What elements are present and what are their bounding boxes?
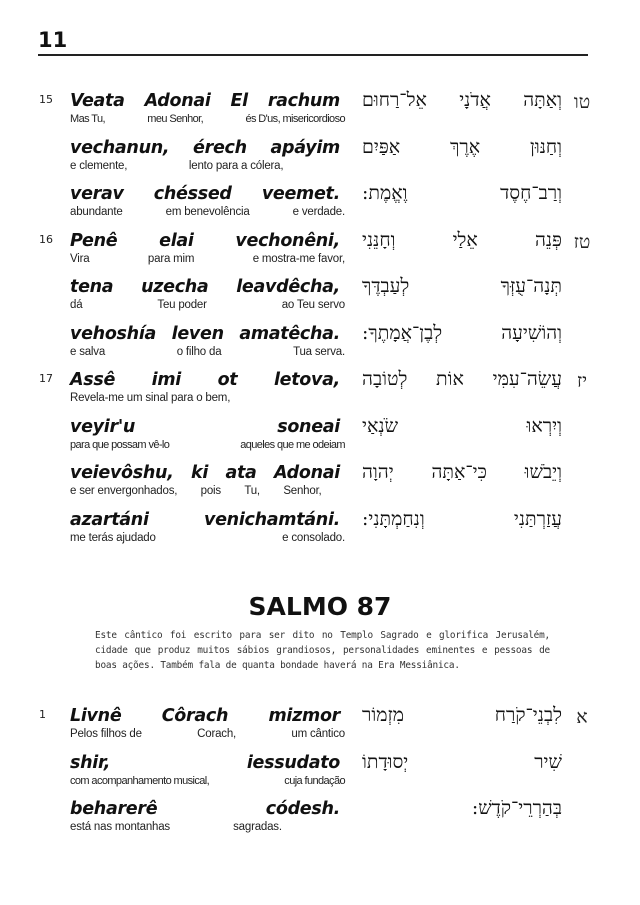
verse-line [0, 370, 640, 418]
hebrew-word: וְאַתָּה [523, 89, 562, 111]
transliteration-word: érech [193, 137, 247, 158]
transliteration [70, 184, 340, 204]
hebrew-text [362, 461, 562, 484]
verse-number: 15 [39, 93, 53, 106]
verse-line [0, 799, 640, 847]
transliteration-word: uzecha [141, 277, 209, 297]
translation-word: para mim [147, 252, 195, 265]
transliteration-word: leavdêcha, [236, 277, 340, 297]
translation-word: e clemente, [70, 159, 128, 172]
transliteration [70, 510, 340, 530]
translation-word: Vira [70, 252, 90, 265]
verse-line [0, 184, 640, 232]
transliteration [70, 324, 340, 344]
transliteration-word: mizmor [268, 706, 340, 726]
translation-word: Senhor, [283, 485, 322, 497]
hebrew-word: יְהוָה [362, 461, 394, 483]
translation [70, 160, 345, 172]
transliteration-word: rachum [267, 91, 340, 111]
hebrew-word: מִזְמוֹר [362, 704, 405, 726]
transliteration-word: veyir'u [70, 416, 136, 437]
translation-word: e salva [70, 345, 106, 358]
translation-word: Tu, [244, 485, 260, 497]
verse-line [0, 414, 640, 465]
translation [70, 485, 345, 497]
translation [70, 532, 345, 544]
transliteration-word: shir, [70, 752, 111, 773]
translation-word: um cântico [291, 728, 345, 740]
hebrew-word: אֶרֶךְ [450, 135, 481, 158]
verse-line [0, 321, 640, 372]
hebrew-word: כִּי־אַתָּה [431, 461, 487, 483]
hebrew-word: וְיִרְאוּ [526, 414, 562, 437]
hebrew-word: שֹׂנְאַי [362, 414, 399, 437]
hebrew-text [362, 704, 562, 727]
transliteration [70, 370, 340, 390]
hebrew-word: לְבֶן־אֲמָתֶךָ: [362, 321, 443, 344]
hebrew-verse-number: טז [573, 230, 591, 253]
hebrew-verse-number: א [576, 706, 588, 728]
hebrew-word: אֲדֹנָי [459, 89, 491, 111]
translation-word: abundante [70, 206, 123, 218]
translation [70, 299, 345, 311]
verse-number: 1 [39, 708, 46, 721]
hebrew-text [362, 322, 562, 345]
translation-word: em benevolência [165, 206, 250, 218]
translation-word: Corach, [197, 728, 237, 740]
translation [70, 821, 345, 833]
hebrew-word: וְרַב־חֶסֶד [500, 182, 562, 204]
translation-word: sagradas. [233, 821, 282, 833]
translation-word: Pelos filhos de [70, 728, 142, 740]
verse-line [0, 135, 640, 186]
verse-line [0, 277, 640, 325]
hebrew-word: אֵל־רַחוּם [362, 89, 427, 111]
transliteration-word: códesh. [265, 799, 340, 819]
translation-word: e consolado. [282, 531, 345, 544]
transliteration-word: Adonai [273, 463, 340, 483]
hebrew-word: בְּהַרְרֵי־קֹדֶשׁ: [471, 797, 562, 819]
hebrew-text [362, 275, 562, 298]
translation-word: está nas montanhas [70, 821, 170, 833]
translation-word: meu Senhor, [147, 113, 204, 125]
hebrew-text [362, 182, 562, 205]
transliteration-word: tena [70, 277, 114, 297]
translation-word: me terás ajudado [70, 531, 156, 544]
translation-word: Revela-me um sinal para o bem, [70, 392, 231, 404]
translation-word: e verdade. [292, 206, 345, 218]
translation-word: pois [200, 485, 221, 497]
hebrew-word: וְהוֹשִׁיעָה [501, 321, 562, 344]
transliteration-word: verav [70, 184, 124, 204]
hebrew-word: שִׁיר [534, 750, 562, 773]
transliteration-word: El [230, 91, 248, 111]
transliteration [70, 91, 340, 111]
transliteration-word: azartáni [70, 509, 149, 530]
transliteration-word: beharerê [70, 799, 158, 819]
hebrew-word: עֲשֵׂה־עִמִּי [492, 368, 562, 390]
hebrew-text [362, 508, 562, 531]
transliteration [70, 799, 340, 819]
transliteration [70, 463, 340, 483]
hebrew-verse-number: טו [573, 91, 591, 113]
transliteration [70, 753, 340, 773]
verse-line [0, 463, 640, 511]
translation-word: aqueles que me odeiam [240, 438, 345, 451]
transliteration-word: vechonêni, [235, 230, 340, 251]
transliteration-word: letova, [273, 370, 340, 390]
hebrew-word: אוֹת [436, 368, 464, 390]
transliteration-word: leven [171, 323, 224, 344]
hebrew-text [362, 229, 562, 252]
transliteration [70, 706, 340, 726]
transliteration-word: Penê [70, 230, 118, 251]
transliteration-word: elai [159, 230, 194, 251]
hebrew-word: וְחַנּוּן [530, 135, 562, 158]
translation [70, 775, 345, 787]
translation [70, 346, 345, 358]
translation-word: para que possam vê-lo [70, 438, 170, 451]
hebrew-text [362, 797, 562, 820]
transliteration-word: amatêcha. [239, 323, 340, 344]
hebrew-word: וְנִחַמְתָּנִי: [362, 507, 425, 530]
transliteration-word: iessudato [246, 752, 340, 773]
translation-word: Mas Tu, [70, 113, 105, 125]
hebrew-word: וְיֵבֹשׁוּ [524, 461, 562, 483]
transliteration-word: chéssed [153, 184, 232, 204]
translation-word: o filho da [176, 345, 222, 358]
verse-line [0, 91, 640, 139]
hebrew-word: לְעַבְדֶּךָ [362, 275, 410, 297]
hebrew-word: אַפַּיִם [362, 135, 401, 158]
transliteration-word: soneai [277, 416, 340, 437]
verse-line [0, 507, 640, 558]
psalm-title: SALMO 87 [248, 592, 392, 621]
translation [70, 253, 345, 265]
translation-word: lento para a cólera, [188, 159, 284, 172]
transliteration [70, 417, 340, 437]
translation [70, 392, 345, 404]
hebrew-word: לְטוֹבָה [362, 368, 408, 390]
transliteration-word: ki [190, 463, 209, 483]
hebrew-text [362, 751, 562, 774]
hebrew-word: אֵלַי [452, 228, 478, 251]
translation-word: e mostra-me favor, [252, 252, 345, 265]
transliteration-word: ot [217, 370, 238, 390]
transliteration-word: Livnê [70, 706, 122, 726]
transliteration-word: apáyim [270, 137, 340, 158]
transliteration-word: Assê [70, 370, 116, 390]
translation [70, 206, 345, 218]
psalm-intro: Este cântico foi escrito para ser dito no Templo Sagrado e glorifica Jerusalém, cidade que produz muitos sábios grandiosos, personalidades eminentes e pessoas de boas ações. Também fala de quanta bondade haverá na Era Messiânica. [95, 630, 550, 671]
translation [70, 439, 345, 451]
translation-word: com acompanhamento musical, [70, 774, 210, 787]
transliteration [70, 231, 340, 251]
hebrew-word: לִבְנֵי־קֹרַח [494, 704, 562, 726]
hebrew-word: פְּנֵה [534, 228, 562, 251]
transliteration-word: ata [225, 463, 257, 483]
hebrew-text [362, 368, 562, 391]
hebrew-text [362, 415, 562, 438]
hebrew-word: תְּנָה־עֻזְּךָ [500, 275, 562, 297]
transliteration-word: vehoshía [70, 323, 157, 344]
hebrew-word: וְחָנֵּנִי [362, 228, 396, 251]
page-number: 11 [38, 28, 68, 52]
transliteration-word: Adonai [144, 91, 211, 111]
transliteration [70, 277, 340, 297]
transliteration-word: vechanun, [70, 137, 170, 158]
verse-number: 17 [39, 372, 53, 385]
translation-word: Tua serva. [293, 345, 345, 358]
translation-word: dá [70, 299, 83, 311]
hebrew-word: יְסוּדָתוֹ [362, 750, 409, 773]
translation-word: e ser envergonhados, [70, 485, 178, 497]
hebrew-text [362, 89, 562, 112]
translation [70, 113, 345, 125]
translation-word: ao Teu servo [281, 299, 345, 311]
header-rule [38, 54, 588, 56]
translation-word: cuja fundação [284, 774, 345, 787]
transliteration-word: veemet. [261, 184, 340, 204]
transliteration [70, 138, 340, 158]
transliteration-word: Côrach [161, 706, 229, 726]
transliteration-word: Veata [70, 91, 125, 111]
transliteration-word: imi [151, 370, 181, 390]
hebrew-verse-number: יז [576, 370, 588, 392]
translation-word: és D'us, misericordioso [245, 113, 345, 125]
hebrew-text [362, 136, 562, 159]
translation-word: Teu poder [157, 299, 207, 311]
transliteration-word: venichamtáni. [204, 509, 340, 530]
verse-line [0, 228, 640, 279]
verse-number: 16 [39, 232, 53, 246]
verse-line [0, 706, 640, 754]
verse-line [0, 750, 640, 801]
translation [70, 728, 345, 740]
hebrew-word: עֲזַרְתַּנִי [513, 507, 562, 530]
hebrew-word: וֶאֱמֶת: [362, 182, 408, 204]
transliteration-word: veievôshu, [70, 463, 174, 483]
